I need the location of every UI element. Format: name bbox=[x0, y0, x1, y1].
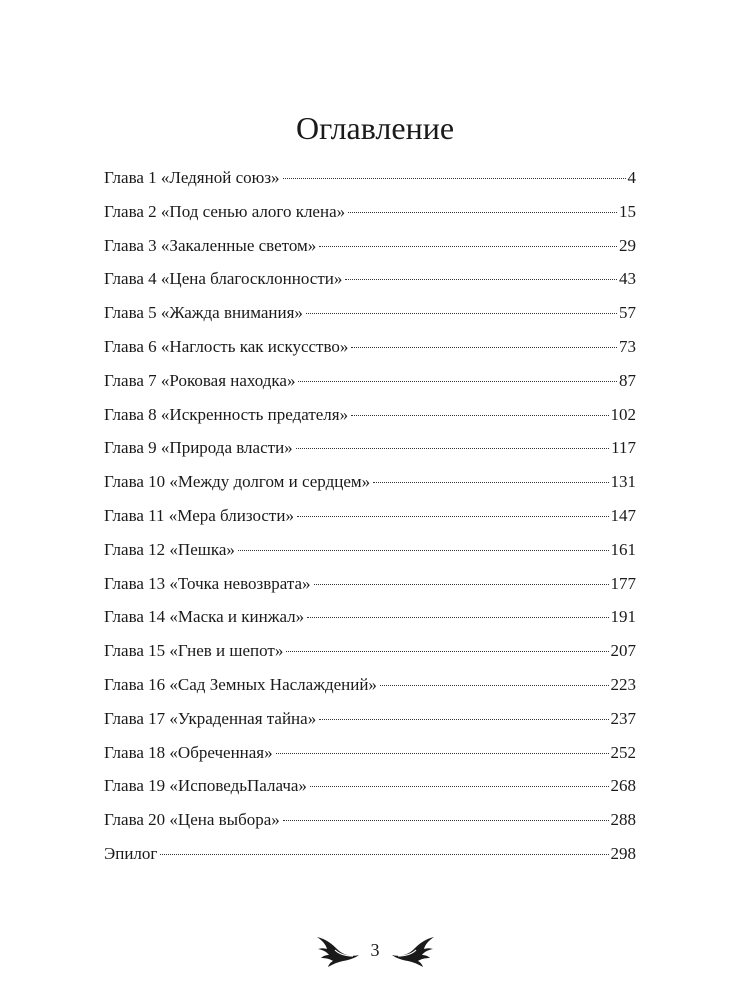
toc-entry-label: Глава 11 «Мера близости» bbox=[104, 505, 294, 525]
toc-entry-label: Глава 4 «Цена благосклонности» bbox=[104, 269, 343, 289]
toc-entry-page: 177 bbox=[610, 573, 636, 593]
toc-entry-page: 15 bbox=[619, 201, 636, 221]
toc-entry-label: Глава 19 «ИсповедьПалача» bbox=[104, 776, 307, 796]
toc-entry-page: 288 bbox=[610, 810, 636, 830]
dot-leader bbox=[348, 212, 617, 213]
toc-entry-label: Глава 12 «Пешка» bbox=[104, 539, 235, 559]
toc-entry-label: Глава 14 «Маска и кинжал» bbox=[104, 607, 305, 627]
toc-entry[interactable] bbox=[104, 772, 636, 806]
toc-entry[interactable] bbox=[104, 401, 636, 435]
toc-entry[interactable] bbox=[104, 468, 636, 502]
toc-entry[interactable] bbox=[104, 705, 636, 739]
toc-entry-page: 57 bbox=[619, 303, 636, 323]
toc-entry[interactable] bbox=[104, 502, 636, 536]
toc-entry-label: Глава 1 «Ледяной союз» bbox=[104, 168, 280, 187]
toc-entry-page: 223 bbox=[610, 674, 636, 694]
toc-entry-page: 102 bbox=[610, 404, 636, 424]
dot-leader bbox=[314, 584, 609, 585]
toc-entry-label: Глава 6 «Наглость как искусство» bbox=[104, 336, 349, 356]
dot-leader bbox=[306, 313, 617, 314]
dot-leader bbox=[297, 516, 609, 517]
toc-entry-page: 117 bbox=[611, 438, 636, 458]
toc-entry[interactable] bbox=[104, 299, 636, 333]
toc-entry[interactable] bbox=[104, 198, 636, 232]
toc-entry[interactable] bbox=[104, 570, 636, 604]
toc-entry-page: 147 bbox=[610, 505, 636, 525]
dot-leader bbox=[276, 753, 609, 754]
toc-entry-label: Глава 10 «Между долгом и сердцем» bbox=[104, 472, 371, 492]
dot-leader bbox=[298, 381, 617, 382]
toc-entry[interactable] bbox=[104, 739, 636, 773]
toc-entry-label: Глава 15 «Гнев и шепот» bbox=[104, 641, 284, 661]
toc-entry-page: 161 bbox=[610, 539, 636, 559]
toc-entry[interactable] bbox=[104, 603, 636, 637]
toc-entry-label: Глава 8 «Искренность предателя» bbox=[104, 404, 349, 424]
toc-entry-label: Глава 20 «Цена выбора» bbox=[104, 810, 280, 830]
toc-entry-page: 191 bbox=[610, 607, 636, 627]
toc-entry[interactable] bbox=[104, 265, 636, 299]
dot-leader bbox=[351, 415, 608, 416]
toc-entry-label: Глава 18 «Обреченная» bbox=[104, 742, 273, 762]
dot-leader bbox=[319, 719, 608, 720]
dot-leader bbox=[310, 786, 609, 787]
toc-entry-label: Глава 17 «Украденная тайна» bbox=[104, 708, 317, 728]
toc-entry[interactable] bbox=[104, 164, 636, 198]
wing-right-icon bbox=[390, 935, 436, 969]
toc-entry-label: Глава 9 «Природа власти» bbox=[104, 438, 293, 458]
toc-entry-page: 73 bbox=[619, 336, 636, 356]
page-footer bbox=[0, 932, 750, 972]
toc-entry-page: 87 bbox=[619, 370, 636, 390]
dot-leader bbox=[296, 448, 609, 449]
dot-leader bbox=[380, 685, 609, 686]
dot-leader bbox=[351, 347, 617, 348]
toc-entry-page: 252 bbox=[610, 742, 636, 762]
wing-left-icon bbox=[315, 935, 361, 969]
toc-entry[interactable] bbox=[104, 840, 636, 874]
toc-entry-label: Эпилог bbox=[104, 843, 158, 863]
toc-entry[interactable] bbox=[104, 232, 636, 266]
dot-leader bbox=[238, 550, 609, 551]
toc-entry-page: 207 bbox=[610, 641, 636, 661]
dot-leader bbox=[283, 820, 609, 821]
toc-entry-page: 131 bbox=[610, 472, 636, 492]
dot-leader bbox=[160, 854, 608, 855]
toc-entry-label: Глава 13 «Точка невозврата» bbox=[104, 573, 311, 593]
toc-entry-label: Глава 3 «Закаленные светом» bbox=[104, 235, 317, 255]
toc-entry-page: 237 bbox=[610, 708, 636, 728]
toc-entry-label: Глава 2 «Под сенью алого клена» bbox=[104, 201, 346, 221]
toc-entry[interactable] bbox=[104, 333, 636, 367]
toc-entry[interactable] bbox=[104, 536, 636, 570]
toc-entry-page: 43 bbox=[619, 269, 636, 289]
dot-leader bbox=[307, 617, 608, 618]
toc-entry[interactable] bbox=[104, 434, 636, 468]
toc-entry-page: 29 bbox=[619, 235, 636, 255]
toc-entry[interactable] bbox=[104, 637, 636, 671]
dot-leader bbox=[286, 651, 608, 652]
toc-entry-label: Глава 16 «Сад Земных Наслаждений» bbox=[104, 674, 377, 694]
page-number: 3 bbox=[370, 940, 380, 960]
dot-leader bbox=[283, 178, 626, 179]
dot-leader bbox=[373, 482, 608, 483]
toc-entry[interactable] bbox=[104, 806, 636, 840]
toc-entry-page: 4 bbox=[627, 168, 636, 187]
toc-entry-label: Глава 7 «Роковая находка» bbox=[104, 370, 296, 390]
toc-entry[interactable] bbox=[104, 367, 636, 401]
dot-leader bbox=[345, 279, 617, 280]
table-of-contents bbox=[104, 164, 636, 874]
toc-entry-page: 268 bbox=[610, 776, 636, 796]
page-title: Оглавление bbox=[295, 110, 455, 146]
toc-entry-page: 298 bbox=[610, 843, 636, 863]
toc-entry[interactable] bbox=[104, 671, 636, 705]
toc-entry-label: Глава 5 «Жажда внимания» bbox=[104, 303, 303, 323]
dot-leader bbox=[319, 246, 617, 247]
